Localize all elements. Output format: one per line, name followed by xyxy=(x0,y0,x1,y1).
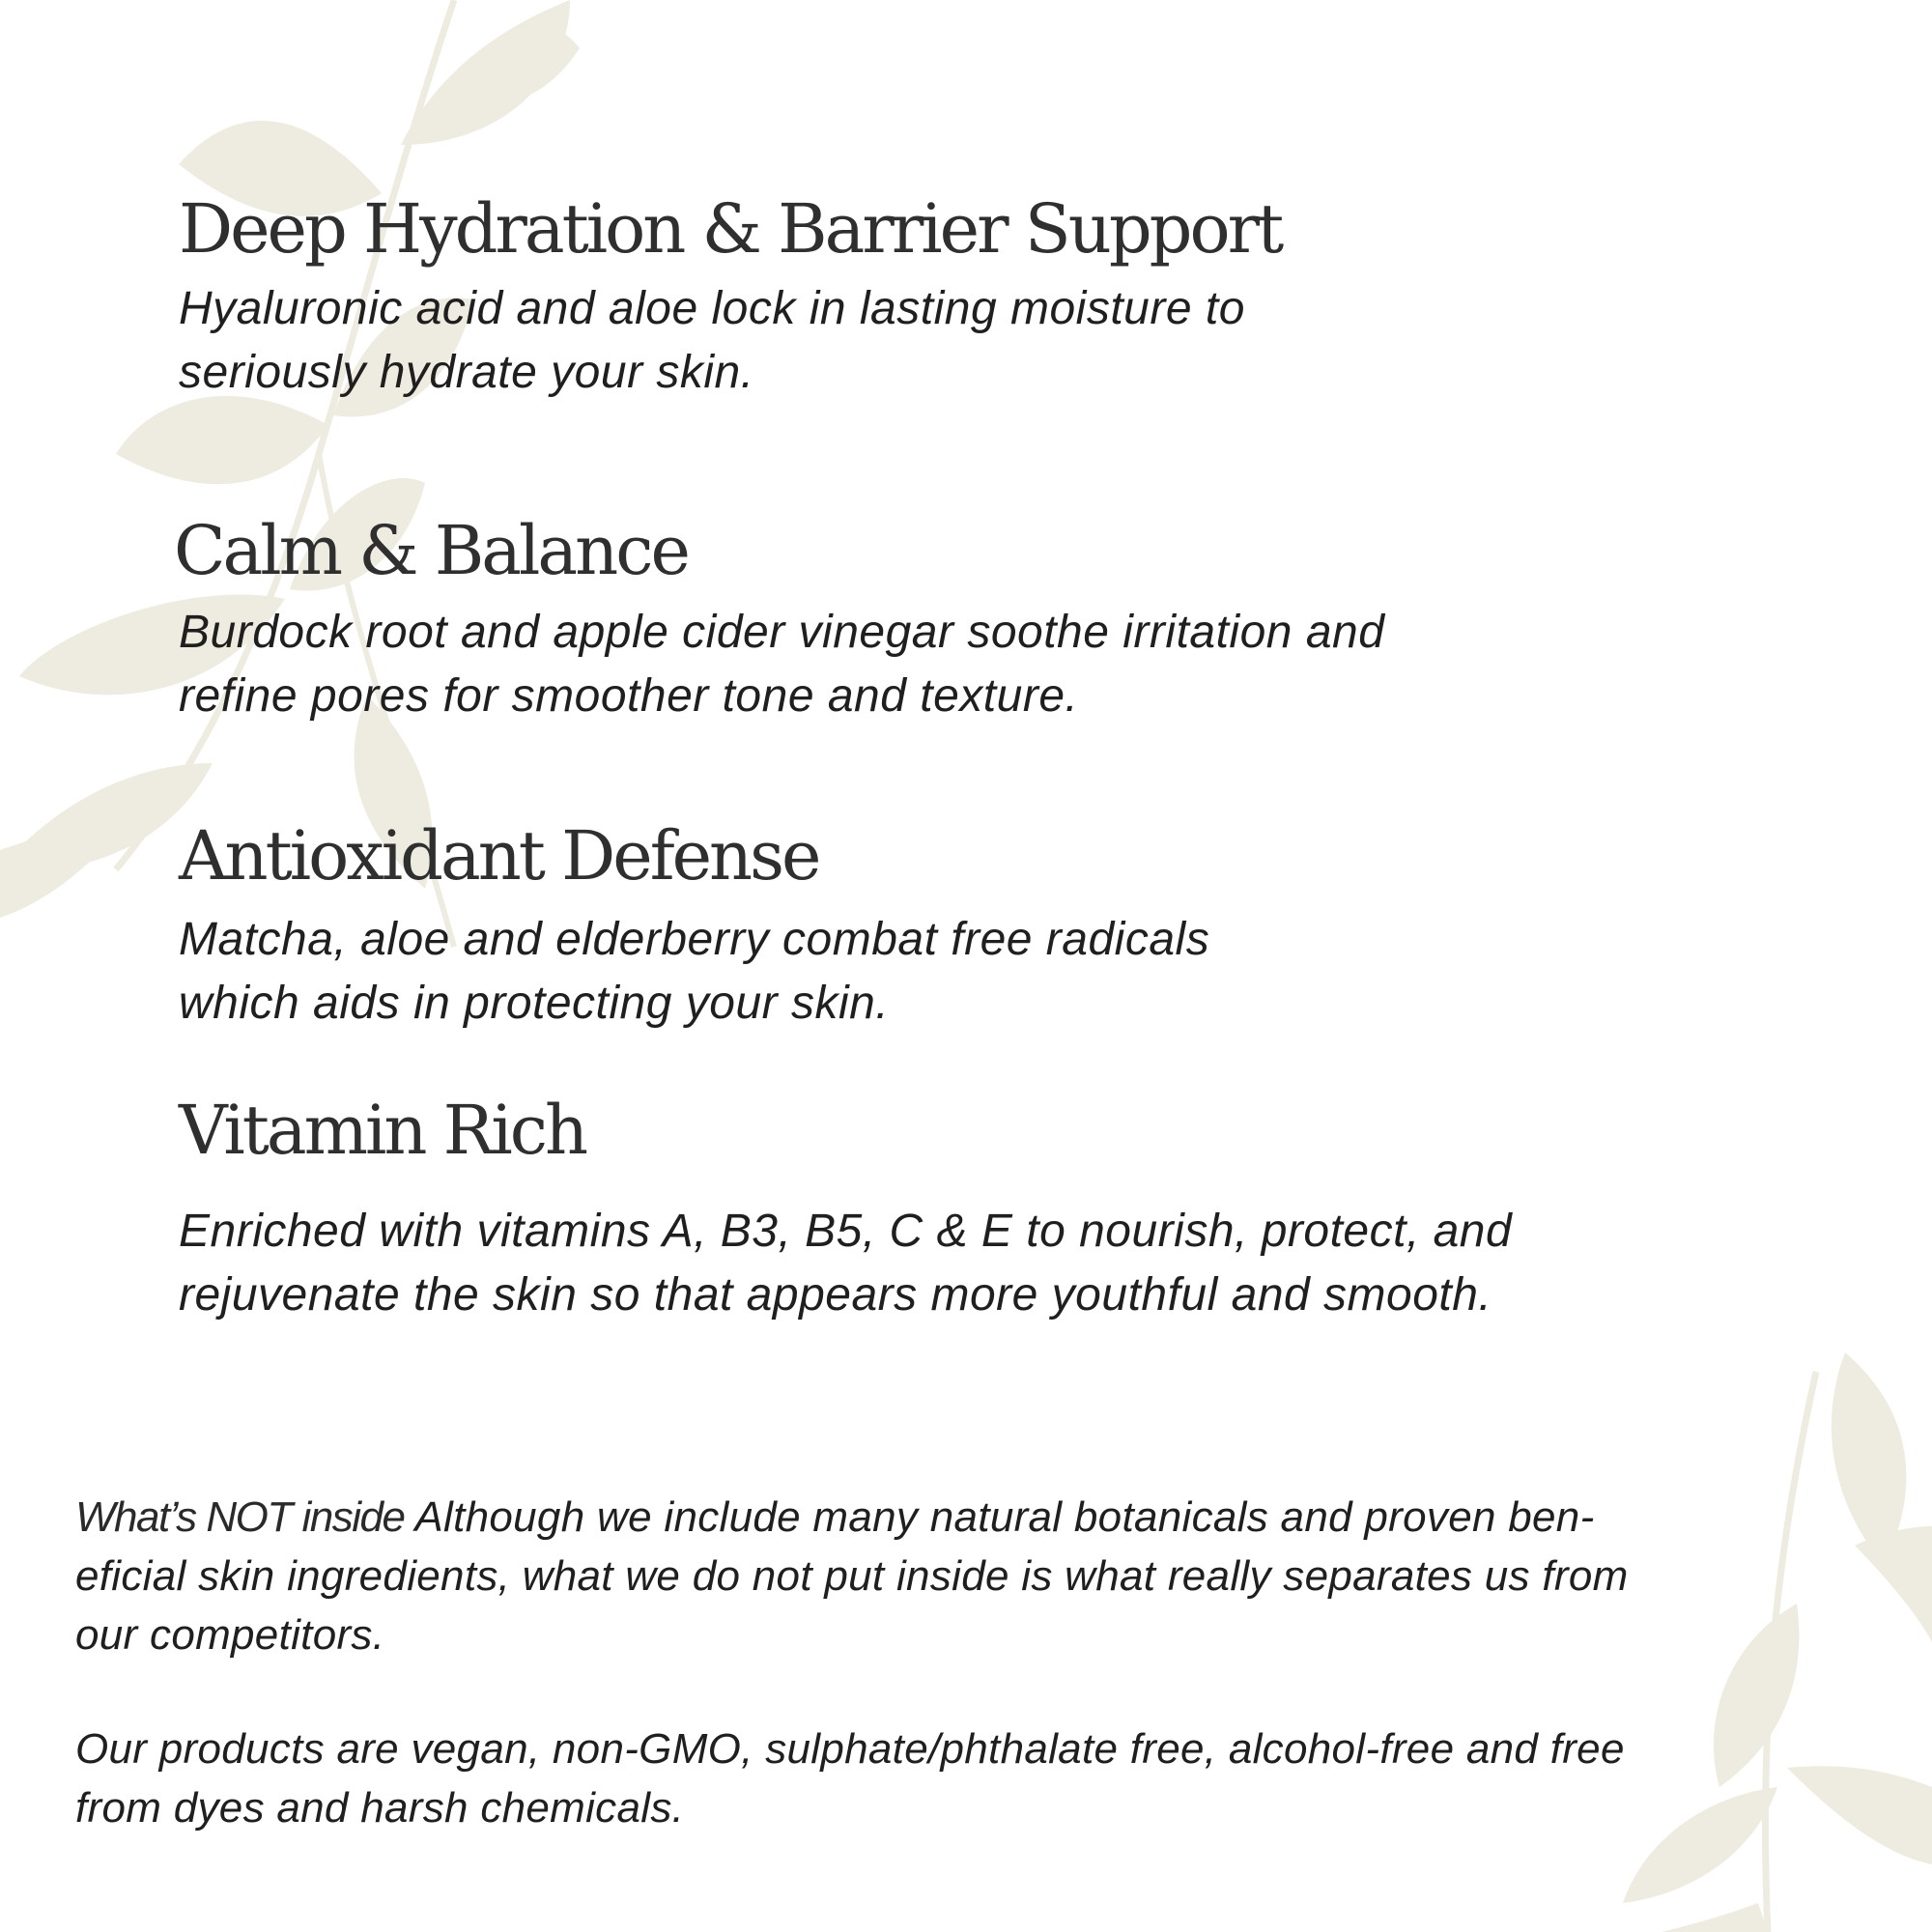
benefit-section-antioxidant xyxy=(179,817,1724,1036)
benefit-section-hydration xyxy=(179,190,1724,405)
product-claims-line: Our products are vegan, non-GMO, sulphate/phthalate free, alcohol-free and free xyxy=(75,1725,1625,1773)
not-inside-line xyxy=(75,1488,1814,1547)
benefit-description-line: Enriched with vitamins A, B3, B5, C & E to nourish, protect, and xyxy=(179,1206,1513,1257)
benefit-description-line: which aids in protecting your skin. xyxy=(179,978,890,1029)
benefit-description-line: seriously hydrate your skin. xyxy=(179,347,754,398)
benefit-description xyxy=(179,908,1724,1036)
benefit-description-line: Matcha, aloe and elderberry combat free radicals xyxy=(179,914,1210,965)
not-inside-line: our competitors. xyxy=(75,1611,385,1659)
benefit-description xyxy=(179,1200,1724,1327)
benefit-description-line: Burdock root and apple cider vinegar soothe irritation and xyxy=(179,607,1385,658)
benefit-description xyxy=(179,601,1719,728)
benefit-description-line: Hyaluronic acid and aloe lock in lasting moisture to xyxy=(179,283,1245,334)
benefit-description-line: rejuvenate the skin so that appears more youthful and smooth. xyxy=(179,1269,1492,1321)
not-inside-text: Although we include many natural botanicals and proven ben- xyxy=(414,1493,1595,1541)
benefit-section-vitamin xyxy=(179,1092,1724,1327)
benefit-section-calm xyxy=(174,512,1719,728)
product-claims-line: from dyes and harsh chemicals. xyxy=(75,1784,685,1832)
not-inside-heading: What’s NOT inside xyxy=(75,1493,405,1541)
benefit-title: Calm & Balance xyxy=(174,511,688,590)
benefit-description-line: refine pores for smoother tone and texture. xyxy=(179,670,1079,722)
product-claims-note xyxy=(75,1719,1814,1837)
benefit-title: Antioxidant Defense xyxy=(179,816,819,895)
benefit-description xyxy=(179,277,1724,405)
not-inside-note xyxy=(75,1488,1814,1664)
benefit-title: Vitamin Rich xyxy=(179,1091,586,1170)
benefit-title: Deep Hydration & Barrier Support xyxy=(179,189,1282,269)
not-inside-line: eficial skin ingredients, what we do not put inside is what really separates us from xyxy=(75,1552,1629,1600)
